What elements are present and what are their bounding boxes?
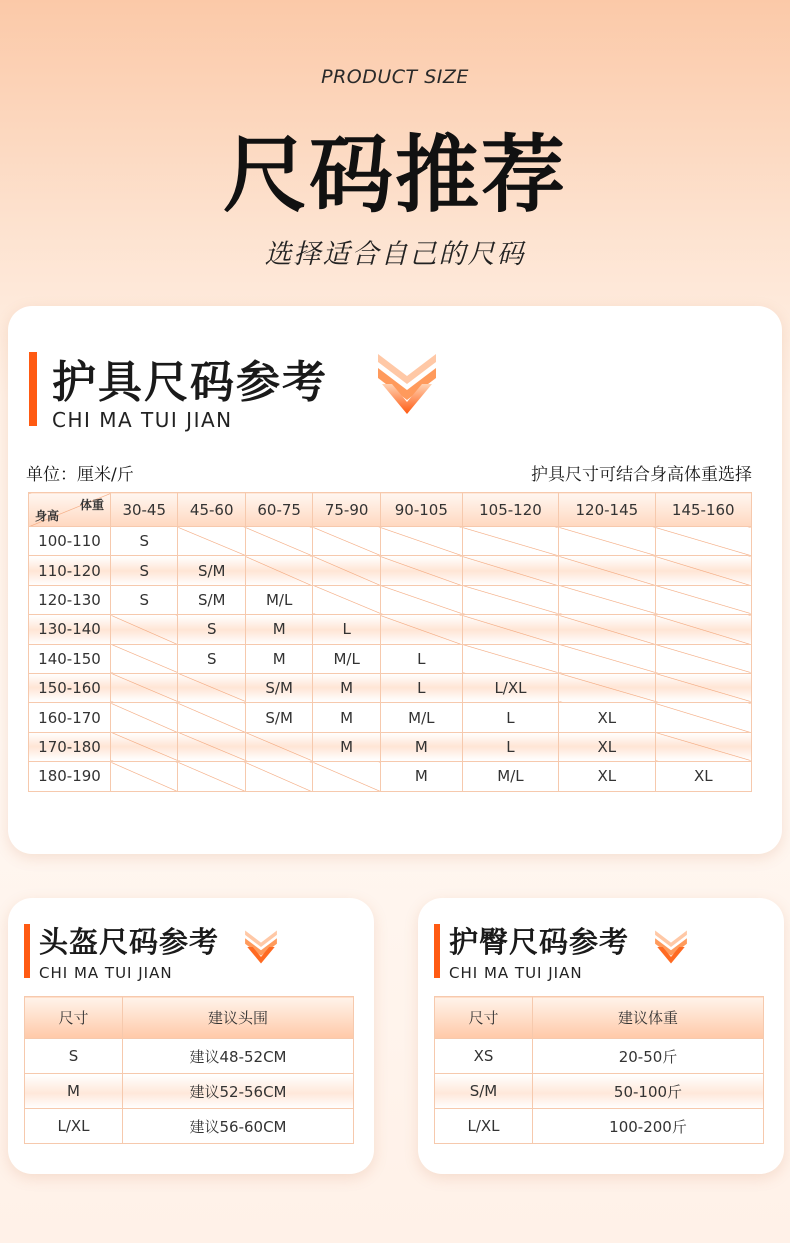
- size-cell: L: [380, 673, 462, 702]
- size-cell: M/L: [380, 703, 462, 732]
- size-cell: M: [313, 703, 380, 732]
- size-cell: S/M: [178, 556, 245, 585]
- size-cell: XS: [435, 1039, 533, 1074]
- weight-axis-label: 体重: [79, 498, 104, 512]
- table-row: [29, 644, 752, 673]
- table-row: [29, 732, 752, 761]
- value-cell: 建议56-60CM: [123, 1109, 354, 1144]
- table-row: [435, 1039, 764, 1074]
- empty-cell: [111, 644, 178, 673]
- empty-cell: [245, 732, 312, 761]
- size-cell: L/XL: [435, 1109, 533, 1144]
- column-header: 60-75: [245, 493, 312, 527]
- empty-cell: [245, 762, 312, 791]
- empty-cell: [462, 585, 558, 614]
- size-cell: S: [178, 615, 245, 644]
- column-header: 30-45: [111, 493, 178, 527]
- table-row: [29, 585, 752, 614]
- section-accent-bar: [434, 924, 440, 978]
- size-cell: S/M: [178, 585, 245, 614]
- empty-cell: [313, 585, 380, 614]
- size-cell: M: [380, 762, 462, 791]
- table-row: [29, 703, 752, 732]
- empty-cell: [655, 556, 751, 585]
- empty-cell: [655, 615, 751, 644]
- empty-cell: [655, 673, 751, 702]
- empty-cell: [313, 527, 380, 556]
- size-cell: L/XL: [25, 1109, 123, 1144]
- column-header: 建议体重: [533, 997, 764, 1039]
- size-cell: M: [25, 1074, 123, 1109]
- protective-gear-size-card: [8, 306, 782, 854]
- empty-cell: [655, 732, 751, 761]
- column-header: 建议头围: [123, 997, 354, 1039]
- size-cell: S: [178, 644, 245, 673]
- empty-cell: [178, 527, 245, 556]
- size-cell: M: [245, 644, 312, 673]
- size-cell: M: [313, 732, 380, 761]
- height-range-cell: 150-160: [29, 673, 111, 702]
- height-axis-label: 身高: [35, 509, 60, 523]
- size-cell: L/XL: [462, 673, 558, 702]
- hero-title: 尺码推荐: [222, 126, 567, 224]
- empty-cell: [462, 556, 558, 585]
- empty-cell: [655, 703, 751, 732]
- size-cell: M: [313, 673, 380, 702]
- table-row: [25, 1109, 354, 1144]
- empty-cell: [380, 556, 462, 585]
- empty-cell: [559, 556, 655, 585]
- value-cell: 50-100斤: [533, 1074, 764, 1109]
- chevron-down-icon: [654, 928, 688, 966]
- empty-cell: [380, 527, 462, 556]
- size-cell: S: [111, 585, 178, 614]
- section-accent-bar: [29, 352, 37, 426]
- empty-cell: [559, 527, 655, 556]
- selection-note: 护具尺寸可结合身高体重选择: [531, 465, 752, 485]
- empty-cell: [111, 703, 178, 732]
- table-row: [29, 527, 752, 556]
- section-pinyin: CHI MA TUI JIAN: [52, 408, 233, 432]
- hip-protector-size-card: [418, 898, 784, 1174]
- table-row: [29, 762, 752, 791]
- column-header: 105-120: [462, 493, 558, 527]
- table-row: [435, 1109, 764, 1144]
- empty-cell: [655, 527, 751, 556]
- column-header: 尺寸: [435, 997, 533, 1039]
- height-range-cell: 120-130: [29, 585, 111, 614]
- table-row: [29, 673, 752, 702]
- chevron-down-icon: [376, 352, 438, 416]
- size-cell: M/L: [245, 585, 312, 614]
- height-range-cell: 110-120: [29, 556, 111, 585]
- size-cell: XL: [559, 732, 655, 761]
- size-cell: S: [25, 1039, 123, 1074]
- height-range-cell: 140-150: [29, 644, 111, 673]
- empty-cell: [111, 732, 178, 761]
- section-accent-bar: [24, 924, 30, 978]
- height-range-cell: 180-190: [29, 762, 111, 791]
- section-title: 头盔尺码参考: [39, 925, 220, 959]
- table-corner-cell: [29, 493, 111, 527]
- empty-cell: [380, 585, 462, 614]
- empty-cell: [313, 556, 380, 585]
- column-header: 75-90: [313, 493, 380, 527]
- table-row: [29, 556, 752, 585]
- empty-cell: [111, 615, 178, 644]
- size-chart-table: [28, 492, 752, 792]
- size-cell: L: [313, 615, 380, 644]
- hero-banner: [0, 0, 790, 300]
- empty-cell: [111, 673, 178, 702]
- section-title: 护具尺码参考: [52, 357, 328, 408]
- empty-cell: [380, 615, 462, 644]
- empty-cell: [178, 762, 245, 791]
- size-cell: S: [111, 527, 178, 556]
- size-cell: S/M: [435, 1074, 533, 1109]
- size-cell: M/L: [313, 644, 380, 673]
- height-range-cell: 100-110: [29, 527, 111, 556]
- empty-cell: [111, 762, 178, 791]
- size-cell: XL: [559, 703, 655, 732]
- size-cell: L: [380, 644, 462, 673]
- empty-cell: [655, 585, 751, 614]
- height-range-cell: 130-140: [29, 615, 111, 644]
- empty-cell: [462, 644, 558, 673]
- section-pinyin: CHI MA TUI JIAN: [449, 964, 583, 982]
- helmet-size-table: [24, 996, 354, 1144]
- size-cell: S: [111, 556, 178, 585]
- size-cell: M/L: [462, 762, 558, 791]
- table-row: [25, 1074, 354, 1109]
- empty-cell: [178, 732, 245, 761]
- unit-label: 单位：厘米/斤: [26, 465, 134, 485]
- height-range-cell: 160-170: [29, 703, 111, 732]
- size-cell: S/M: [245, 703, 312, 732]
- size-cell: S/M: [245, 673, 312, 702]
- value-cell: 建议52-56CM: [123, 1074, 354, 1109]
- hero-subtitle: PRODUCT SIZE: [321, 66, 469, 88]
- empty-cell: [245, 556, 312, 585]
- value-cell: 20-50斤: [533, 1039, 764, 1074]
- empty-cell: [178, 673, 245, 702]
- helmet-size-card: [8, 898, 374, 1174]
- empty-cell: [559, 585, 655, 614]
- size-cell: M: [380, 732, 462, 761]
- column-header: 145-160: [655, 493, 751, 527]
- value-cell: 100-200斤: [533, 1109, 764, 1144]
- empty-cell: [559, 644, 655, 673]
- empty-cell: [559, 673, 655, 702]
- hip-size-table: [434, 996, 764, 1144]
- hero-tagline: 选择适合自己的尺码: [264, 239, 526, 270]
- size-cell: L: [462, 703, 558, 732]
- size-cell: XL: [559, 762, 655, 791]
- table-header-row: [435, 997, 764, 1039]
- empty-cell: [313, 762, 380, 791]
- empty-cell: [245, 527, 312, 556]
- table-header-row: [25, 997, 354, 1039]
- section-title: 护臀尺码参考: [449, 925, 630, 959]
- empty-cell: [462, 527, 558, 556]
- column-header: 45-60: [178, 493, 245, 527]
- column-header: 120-145: [559, 493, 655, 527]
- size-cell: M: [245, 615, 312, 644]
- value-cell: 建议48-52CM: [123, 1039, 354, 1074]
- table-row: [29, 615, 752, 644]
- table-header-row: [29, 493, 752, 527]
- size-cell: L: [462, 732, 558, 761]
- size-cell: XL: [655, 762, 751, 791]
- height-range-cell: 170-180: [29, 732, 111, 761]
- empty-cell: [178, 703, 245, 732]
- section-pinyin: CHI MA TUI JIAN: [39, 964, 173, 982]
- empty-cell: [462, 615, 558, 644]
- column-header: 尺寸: [25, 997, 123, 1039]
- column-header: 90-105: [380, 493, 462, 527]
- empty-cell: [559, 615, 655, 644]
- table-row: [25, 1039, 354, 1074]
- table-row: [435, 1074, 764, 1109]
- chevron-down-icon: [244, 928, 278, 966]
- empty-cell: [655, 644, 751, 673]
